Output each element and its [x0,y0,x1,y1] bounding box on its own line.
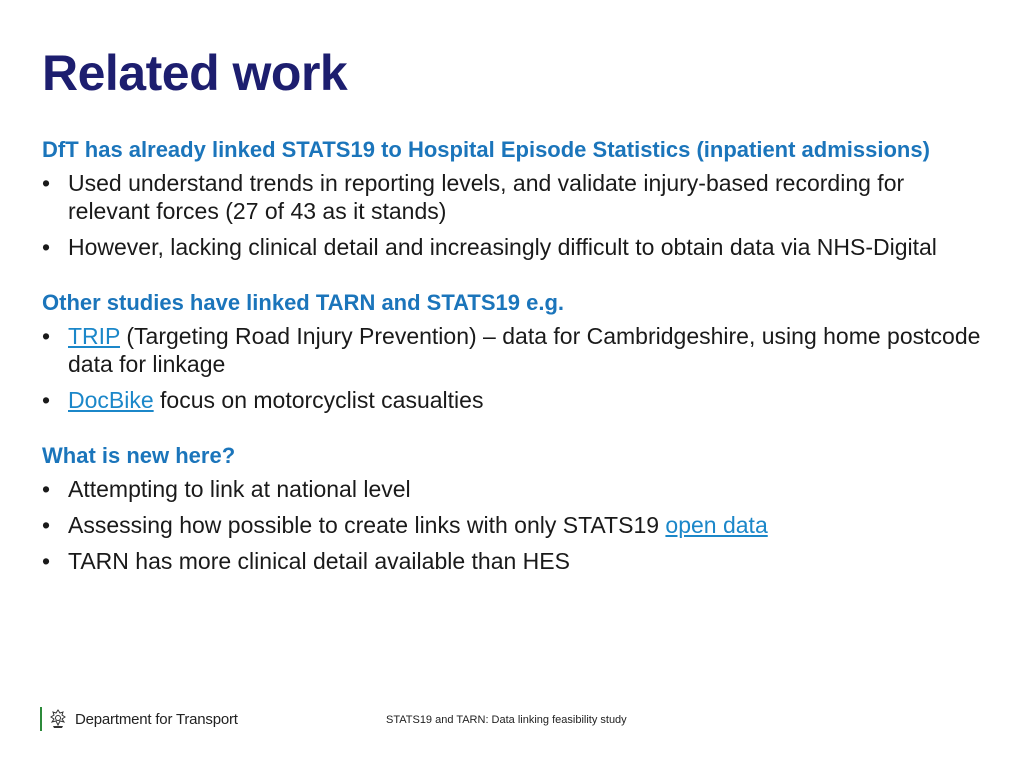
list-item [42,386,982,414]
footer-caption: STATS19 and TARN: Data linking feasibility study [386,714,627,726]
slide-content [42,134,982,601]
bullet-marker: • [42,512,51,538]
bullet-text: focus on motorcyclist casualties [153,387,484,413]
list-item [42,322,982,378]
bullet-list [42,322,982,414]
slide-title: Related work [42,45,348,101]
bullet-list [42,475,982,575]
bullet-text: However, lacking clinical detail and increasingly difficult to obtain data via NHS-Digital [68,234,937,260]
section-heading: Other studies have linked TARN and STATS19 e.g. [42,290,564,315]
bullet-text: Assessing how possible to create links with only STATS19 [68,512,666,538]
logo-rule [40,707,42,731]
royal-crest-icon [47,708,69,730]
section-whats-new [42,440,982,575]
section-heading: DfT has already linked STATS19 to Hospital Episode Statistics (inpatient admissions) [42,137,930,162]
bullet-text: (Targeting Road Injury Prevention) – data for Cambridgeshire, using home postcode data for linkage [68,323,981,377]
bullet-marker: • [42,323,51,349]
section-other-studies [42,287,982,414]
bullet-text: Used understand trends in reporting levels, and validate injury-based recording for relevant forces (27 of 43 as it stands) [68,170,905,224]
bullet-text: Attempting to link at national level [68,476,411,502]
dft-logo [40,706,238,732]
trip-link[interactable]: TRIP [68,323,120,349]
bullet-marker: • [42,170,51,196]
section-dft-hes [42,134,982,261]
bullet-marker: • [42,234,51,260]
list-item [42,475,982,503]
list-item [42,169,982,225]
list-item [42,511,982,539]
bullet-marker: • [42,476,51,502]
bullet-marker: • [42,548,51,574]
list-item [42,547,982,575]
open-data-link[interactable]: open data [665,512,768,538]
department-name: Department for Transport [75,710,238,728]
bullet-text: TARN has more clinical detail available than HES [68,548,570,574]
bullet-list [42,169,982,261]
list-item [42,233,982,261]
bullet-marker: • [42,387,51,413]
docbike-link[interactable]: DocBike [68,387,154,413]
section-heading: What is new here? [42,443,236,468]
